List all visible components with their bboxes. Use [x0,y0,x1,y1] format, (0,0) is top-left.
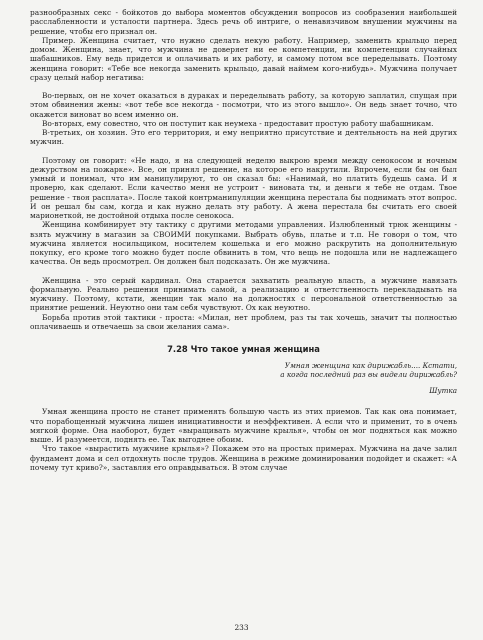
paragraph-secondly: Во-вторых, ему совестно, что он поступит как неумеха - предоставит простую работу шабашникам. [42,118,434,128]
paragraph-struggle: Борьба против этой тактики - проста: «Милая, нет проблем, раз ты так хочешь, значит ты полностью оплачиваешь и отвечаешь за свои желания сама». [30,312,457,331]
paragraph-smart-woman: Умная женщина просто не станет применять большую часть из этих приемов. Так как она понимает, что порабощенный мужчина лишен инициативности и неэффективен. А если что и применит, то в очень мягкой форме. Она наоборот, будет «выращивать мужчине крылья», чтобы он мог подняться как можно выше. И разумеется, поднять ее. Так выгоднее обоим. [30,407,457,445]
paragraph-continuation: разнообразных секс - бойкотов до выбора моментов обсуждения вопросов из сообразения наибольшей расслабленности и усталости партнера. Здесь речь об интриге, о ненавязчивом внушении мужчины на решение, чтобы его признал он. [30,8,457,36]
paragraph-grey-cardinal: Женщина - это серый кардинал. Она старается захватить реальную власть, а мужчине навязать формальную. Реально решения принимать самой, а реализацию и ответственность перекладывать на мужчину. Поэтому, кстати, женщин так мало на должностях с персональной ответственностью за принятие решений. Неуютно они там себя чувствуют. Ох как неуютно. [30,275,457,313]
paragraph-thirdly: В-третьих, он хозяин. Это его территория, и ему неприятно присутствие и деятельность на ней других мужчин. [30,128,457,147]
epigraph [30,361,457,379]
page-number: 233 [234,623,249,632]
paragraph-firstly: Во-первых, он не хочет оказаться в дураках и переделывать работу, за которую заплатил, спущая при этом обвинения жены: «вот тебе все некогда - посмотри, что из этого вышло». Он ведь знает точно, что окажется виноват во всем именно он. [30,91,457,119]
epigraph-line-2: а когда последний раз вы видели дирижабль? [280,370,457,380]
section-title: 7.28 Что такое умная женщина [167,344,320,354]
epigraph-line-1: Умная женщина как дирижабль.... Кстати, [284,361,457,370]
paragraph-example: Пример. Женщина считает, что нужно сделать некую работу. Например, заменить крыльцо перед домом. Женщина, знает, что мужчина не доверяет ни ее компетенции, ни компетенции случайных шабашников. Ему ведь придется и оплачивать и их работу, и самому потом все переделывать. Поэтому женщина говорит: «Тебе все некогда заменить крыльцо, давай наймем кого-нибудь». Мужчина получает сразу целый набор негатива: [30,35,457,82]
epigraph-author: Шутка [429,386,457,396]
paragraph-therefore: Поэтому он говорит: «Не надо, я на следующей неделю выкрою время между сенокосом и ночным дежурством на пожарке». Все, он принял решение, на которое его накрутили. Впрочем, если бы он был умный и понимал, что им манипулируют, то он сказал бы: «Нанимай, но платить будешь сама. И я проверю, как сделают. Если качество меня не устроит - виновата ты, и деньги я тебе не отдам. Твое решение - твоя расплата». После такой контрманипуляции женщина перестала бы поднимать этот вопрос. И он решал бы сам, когда и как нужно делать эту работу. А жена перестала бы считать его своей марионеткой, не достойной отдыха после сенокоса. [30,155,457,220]
paragraph-combines: Женщина комбинирует эту тактику с другими методами управления. Излюбленный трюк женщины - взять мужчину в магазин за СВОИМИ покупками. Выбрать обувь, платье и т.п. Не говоря о том, что мужчина является носильщиком, носителем кошелька и его можно раскрутить на дополнительную покупку, его кроме того можно будет после обвинить в том, что вещь не подошла или не надлежащего качества. Он ведь просмотрел. Он должен был подсказать. Он же мужчина. [30,220,457,267]
paragraph-wings: Что такое «вырастить мужчине крылья»? Покажем это на простых примерах. Мужчина на даче залил фундамент дома и сел отдохнуть после трудов. Женщина в режиме доминирования подойдет и скажет: «А почему тут криво?», заставляя его оправдываться. В этом случае [30,444,457,472]
